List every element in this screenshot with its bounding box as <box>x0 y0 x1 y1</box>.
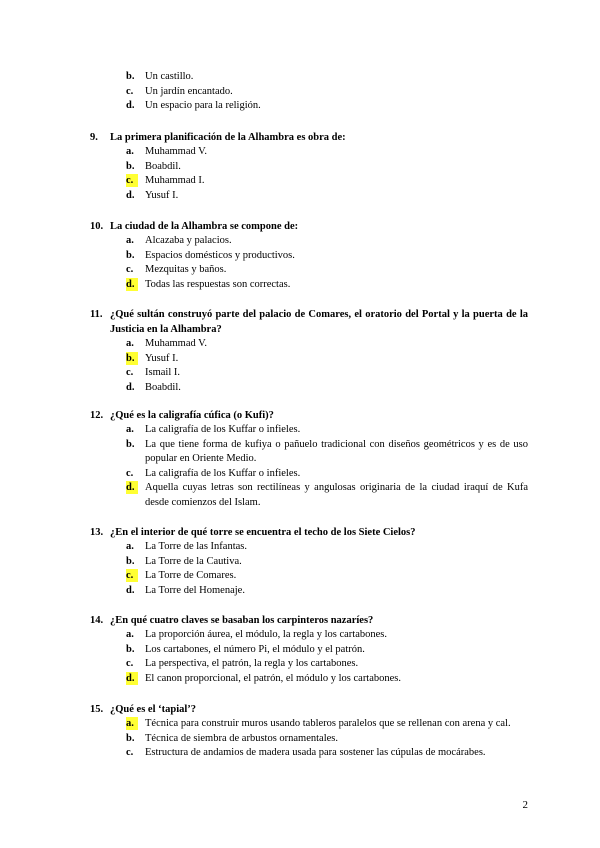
answer-option <box>0 337 600 352</box>
option-letter: a. <box>126 717 138 730</box>
option-text: Un castillo. <box>145 71 194 82</box>
answer-option <box>0 99 600 114</box>
option-letter: c. <box>126 174 138 187</box>
answer-option <box>0 672 600 687</box>
option-letter: c. <box>126 85 134 97</box>
answer-option <box>0 70 600 85</box>
option-letter: b. <box>126 438 135 450</box>
option-text: La Torre del Homenaje. <box>145 584 245 596</box>
option-letter: d. <box>126 381 135 393</box>
question-text: ¿En qué cuatro claves se basaban los carpinteros nazaríes? <box>110 615 374 626</box>
question-text: La ciudad de la Alhambra se compone de: <box>110 221 299 232</box>
question-14 <box>0 613 600 686</box>
option-letter: c. <box>126 367 134 379</box>
option-text: La perspectiva, el patrón, la regla y los cartabones. <box>145 658 359 670</box>
answer-option <box>0 423 600 438</box>
option-letter: d. <box>126 584 135 596</box>
answer-option <box>0 85 600 100</box>
answer-option <box>0 234 600 249</box>
answer-option <box>0 352 600 367</box>
option-letter: c. <box>126 467 134 479</box>
option-text: Técnica para construir muros usando tableros paralelos que se rellenan con arena y cal. <box>145 718 511 729</box>
question-text: La primera planificación de la Alhambra es obra de: <box>110 132 346 143</box>
option-letter: d. <box>126 100 135 112</box>
answer-option <box>0 540 600 555</box>
answer-option <box>0 263 600 278</box>
answer-option <box>0 174 600 189</box>
option-text: Yusuf I. <box>145 189 179 201</box>
question-number: 13. <box>90 527 104 538</box>
option-text: Espacios domésticos y productivos. <box>145 249 295 261</box>
answer-option <box>0 657 600 672</box>
question-13 <box>0 525 600 598</box>
question-title <box>0 525 600 540</box>
question-number: 15. <box>90 704 104 715</box>
answer-option <box>0 366 600 381</box>
option-text: Técnica de siembra de arbustos ornamentales. <box>145 732 339 744</box>
option-text: Aquella cuyas letras son rectilíneas y angulosas originaria de la ciudad iraquí de Kufa desde comienzos del Islam. <box>145 482 528 508</box>
question-number: 11. <box>90 309 103 320</box>
answer-option <box>0 145 600 160</box>
question-text: ¿Qué es la caligrafía cúfica (o Kufi)? <box>110 410 274 421</box>
option-letter: c. <box>126 569 138 582</box>
question-number: 14. <box>90 615 104 626</box>
option-text: Yusuf I. <box>145 352 179 364</box>
option-text: Estructura de andamios de madera usada para sostener las cúpulas de mocárabes. <box>145 747 486 759</box>
option-letter: c. <box>126 264 134 276</box>
answer-option <box>0 249 600 264</box>
answer-option <box>0 278 600 293</box>
option-text: El canon proporcional, el patrón, el módulo y los cartabones. <box>145 672 402 684</box>
question-title <box>0 307 600 337</box>
option-letter: a. <box>126 629 134 640</box>
answer-option <box>0 467 600 482</box>
question-text: ¿En el interior de qué torre se encuentra el techo de los Siete Cielos? <box>110 527 416 538</box>
answer-option <box>0 381 600 396</box>
option-letter: b. <box>126 352 138 365</box>
option-text: La Torre de la Cautiva. <box>145 555 242 567</box>
option-letter: d. <box>126 189 135 201</box>
option-letter: d. <box>126 672 138 685</box>
option-letter: a. <box>126 424 134 435</box>
option-text: La Torre de las Infantas. <box>145 541 247 552</box>
answer-option <box>0 555 600 570</box>
answer-option <box>0 438 600 467</box>
option-letter: c. <box>126 747 134 759</box>
option-letter: b. <box>126 643 135 655</box>
option-letter: a. <box>126 146 134 157</box>
question-number: 9. <box>90 132 98 143</box>
option-text: Un espacio para la religión. <box>145 100 261 112</box>
answer-option <box>0 732 600 747</box>
option-letter: a. <box>126 235 134 246</box>
answer-option <box>0 643 600 658</box>
question-10 <box>0 219 600 292</box>
option-text: Muhammad V. <box>145 146 208 157</box>
option-letter: b. <box>126 71 135 82</box>
question-11 <box>0 307 600 395</box>
answer-option <box>0 160 600 175</box>
option-text: Un jardín encantado. <box>145 85 233 97</box>
option-text: Muhammad V. <box>145 338 208 349</box>
answer-option <box>0 189 600 204</box>
answer-option <box>0 481 600 510</box>
option-letter: a. <box>126 541 134 552</box>
option-text: Boabdil. <box>145 160 181 172</box>
option-text: La caligrafía de los Kuffar o infieles. <box>145 424 301 435</box>
question-title <box>0 702 600 717</box>
option-text: La Torre de Comares. <box>145 570 237 582</box>
question-15 <box>0 702 600 761</box>
answer-option <box>0 746 600 761</box>
option-letter: b. <box>126 732 135 744</box>
option-text: Los cartabones, el número Pi, el módulo y el patrón. <box>145 643 365 655</box>
question-12 <box>0 408 600 511</box>
question-title <box>0 219 600 234</box>
question-9 <box>0 130 600 203</box>
question-text: ¿Qué sultán construyó parte del palacio de Comares, el oratorio del Portal y la puerta de la Justicia en la Alhambra? <box>110 309 528 335</box>
page-number: 2 <box>522 799 528 811</box>
option-letter: b. <box>126 249 135 261</box>
question-number: 10. <box>90 221 104 232</box>
answer-option <box>0 717 600 732</box>
question-title <box>0 130 600 145</box>
option-text: La proporción áurea, el módulo, la regla y los cartabones. <box>145 629 387 640</box>
option-letter: b. <box>126 160 135 172</box>
answer-option <box>0 628 600 643</box>
option-text: La que tiene forma de kufiya o pañuelo tradicional con diseños geométricos y es de uso popular en Oriente Medio. <box>145 438 528 465</box>
question-title <box>0 613 600 628</box>
option-text: Ismail I. <box>145 367 180 379</box>
question-number: 12. <box>90 410 104 421</box>
option-text: Alcazaba y palacios. <box>145 235 232 246</box>
question-text: ¿Qué es el ‘tapial’? <box>110 704 197 715</box>
option-letter: d. <box>126 481 138 494</box>
question-title <box>0 408 600 423</box>
question-8-continued <box>0 70 600 114</box>
option-text: La caligrafía de los Kuffar o infieles. <box>145 467 301 479</box>
answer-option <box>0 584 600 599</box>
option-letter: b. <box>126 555 135 567</box>
option-text: Muhammad I. <box>145 175 205 187</box>
option-text: Mezquitas y baños. <box>145 264 227 276</box>
option-text: Boabdil. <box>145 381 181 393</box>
option-text: Todas las respuestas son correctas. <box>145 278 291 290</box>
option-letter: c. <box>126 658 134 670</box>
option-letter: a. <box>126 338 134 349</box>
option-letter: d. <box>126 278 138 291</box>
answer-option <box>0 569 600 584</box>
